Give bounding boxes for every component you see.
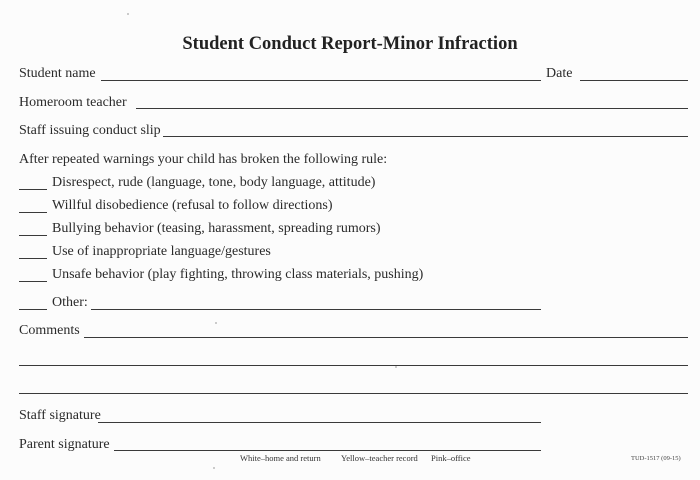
paper-speck bbox=[215, 322, 217, 324]
staff-issuing-label: Staff issuing conduct slip bbox=[19, 123, 161, 138]
rule-checkbox[interactable] bbox=[19, 189, 47, 190]
rule-item: Disrespect, rude (language, tone, body language, attitude) bbox=[52, 175, 376, 190]
copy-pink-note: Pink–office bbox=[431, 453, 471, 463]
paper-speck bbox=[213, 467, 215, 469]
other-checkbox[interactable] bbox=[19, 309, 47, 310]
homeroom-teacher-field[interactable] bbox=[136, 108, 688, 109]
form-code: TUD-1517 (09-15) bbox=[631, 455, 681, 462]
other-field[interactable] bbox=[91, 309, 541, 310]
copy-yellow-note: Yellow–teacher record bbox=[341, 453, 418, 463]
comments-field-line-3[interactable] bbox=[19, 393, 688, 394]
other-label: Other: bbox=[52, 295, 88, 310]
form-title: Student Conduct Report-Minor Infraction bbox=[182, 34, 518, 54]
staff-signature-field[interactable] bbox=[98, 422, 541, 423]
rule-item: Willful disobedience (refusal to follow directions) bbox=[52, 198, 333, 213]
comments-field-line-2[interactable] bbox=[19, 365, 688, 366]
rule-item: Unsafe behavior (play fighting, throwing class materials, pushing) bbox=[52, 267, 424, 282]
paper-speck bbox=[127, 13, 129, 15]
homeroom-teacher-label: Homeroom teacher bbox=[19, 95, 127, 110]
rule-checkbox[interactable] bbox=[19, 235, 47, 236]
rule-item: Use of inappropriate language/gestures bbox=[52, 244, 271, 259]
staff-signature-label: Staff signature bbox=[19, 408, 101, 423]
comments-label: Comments bbox=[19, 323, 80, 338]
rule-item: Bullying behavior (teasing, harassment, spreading rumors) bbox=[52, 221, 381, 236]
student-name-field[interactable] bbox=[101, 80, 541, 81]
rule-checkbox[interactable] bbox=[19, 281, 47, 282]
rule-checkbox[interactable] bbox=[19, 258, 47, 259]
student-name-label: Student name bbox=[19, 66, 96, 81]
comments-field-line-1[interactable] bbox=[84, 337, 688, 338]
date-field[interactable] bbox=[580, 80, 688, 81]
rules-intro: After repeated warnings your child has broken the following rule: bbox=[19, 152, 388, 167]
parent-signature-field[interactable] bbox=[114, 450, 541, 451]
parent-signature-label: Parent signature bbox=[19, 437, 110, 452]
date-label: Date bbox=[546, 66, 573, 81]
copy-white-note: White–home and return bbox=[240, 453, 321, 463]
staff-issuing-field[interactable] bbox=[163, 136, 688, 137]
paper-speck bbox=[395, 366, 397, 368]
rule-checkbox[interactable] bbox=[19, 212, 47, 213]
